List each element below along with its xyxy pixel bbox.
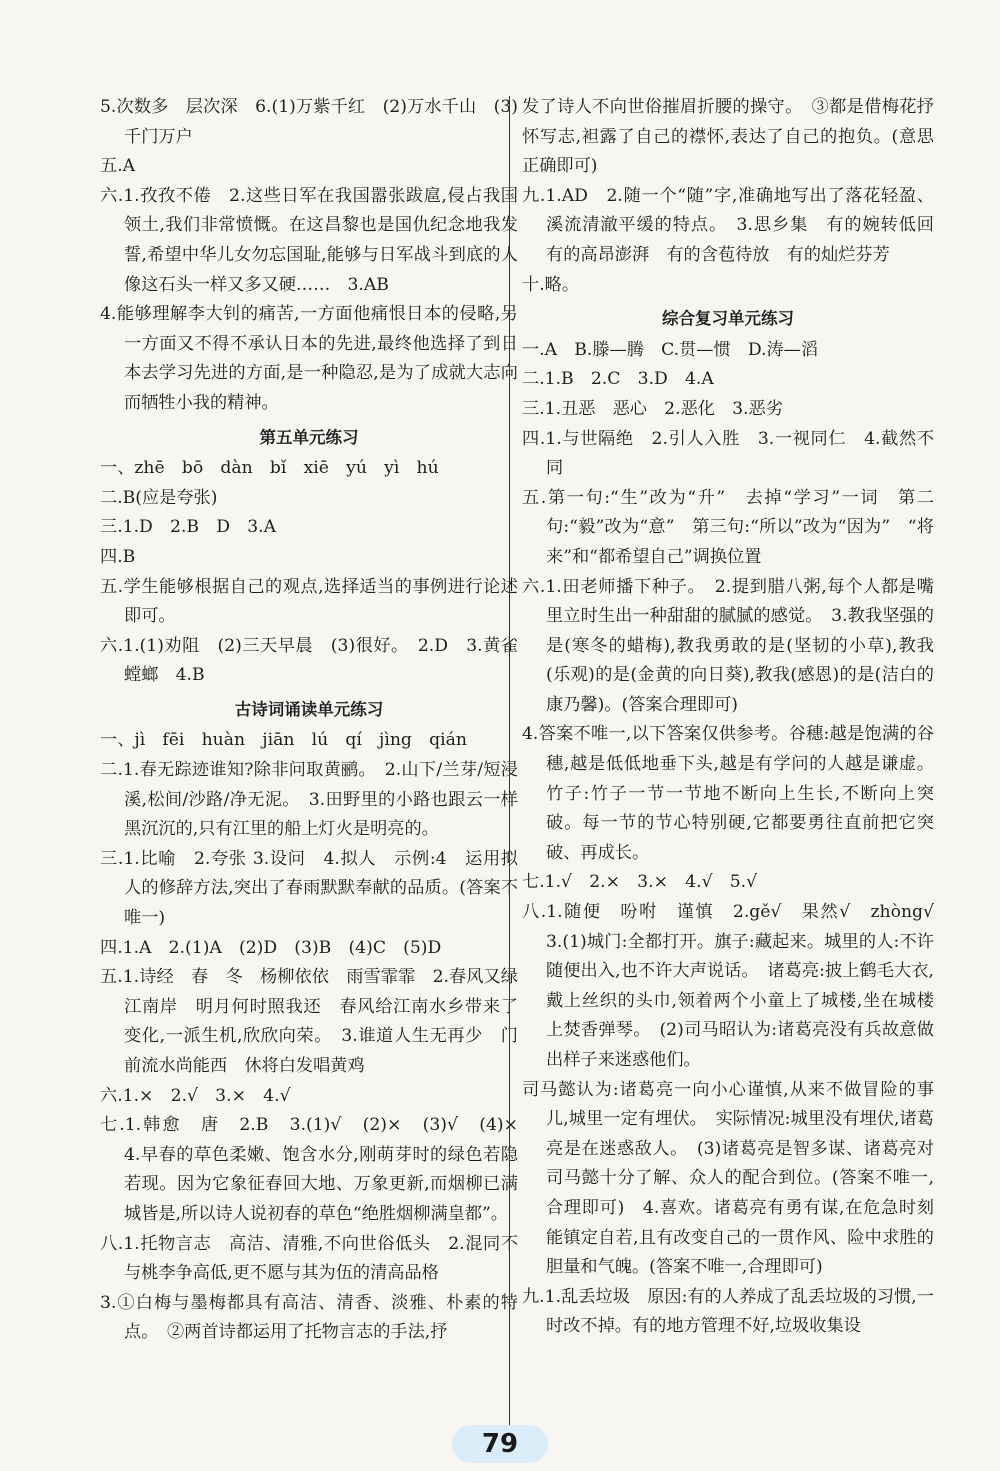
answer-line: 五.学生能够根据自己的观点,选择适当的事例进行论述即可。	[100, 576, 518, 627]
left-column	[100, 93, 536, 1348]
column-divider	[509, 96, 510, 1426]
answer-line: 三.1.D 2.B D 3.A	[100, 517, 277, 538]
page-number-badge: 79	[452, 1425, 548, 1463]
answer-line: 五.1.诗经 春 冬 杨柳依依 雨雪霏霏 2.春风又绿江南岸 明月何时照我还 春风给江南水乡带来了变化,一派生机,欣欣向荣。 3.谁道人生无再少 门前流水尚能西 休将白发唱黄鸡	[100, 967, 518, 1076]
answer-line: 九.1.AD 2.随一个“随”字,准确地写出了落花轻盈、溪流清澈平缓的特点。 3.思乡集 有的婉转低回 有的高昂澎湃 有的含苞待放 有的灿烂芬芳	[522, 185, 952, 265]
answer-line: 五.第一句:“生”改为“升” 去掉“学习”一词 第二句:“毅”改为“意” 第三句:“所以”改为“因为” “将来”和“都希望自己”调换位置	[522, 487, 934, 567]
answer-line: 五.A	[100, 156, 136, 177]
answer-line: 3.①白梅与墨梅都具有高洁、清香、淡雅、朴素的特点。 ②两首诗都运用了托物言志的手法,抒	[100, 1292, 518, 1343]
answer-line: 九.1.乱丢垃圾 原因:有的人养成了乱丢垃圾的习惯,一时改不掉。有的地方管理不好,垃圾收集设	[522, 1286, 934, 1337]
answer-line: 三.1.比喻 2.夸张 3.设问 4.拟人 示例:4 运用拟人的修辞方法,突出了春雨默默奉献的品质。(答案不唯一)	[100, 848, 518, 929]
answer-line: 二.B(应是夸张)	[100, 487, 218, 508]
answer-line: 一、jì fēi huàn jiān lú qí jìng qián	[100, 730, 467, 751]
answer-line: 六.1.(1)劝阻 (2)三天早晨 (3)很好。 2.D 3.黄雀 螳螂 4.B	[100, 635, 536, 686]
answer-line: 发了诗人不向世俗摧眉折腰的操守。 ③都是借梅花抒怀写志,袒露了自己的襟怀,表达了自己的抱负。(意思正确即可)	[522, 97, 934, 177]
answer-line: 二.1.B 2.C 3.D 4.A	[522, 369, 714, 390]
answer-line: 4.答案不唯一,以下答案仅供参考。谷穗:越是饱满的谷穗,越是低低地垂下头,越是有学问的人越是谦虚。竹子:竹子一节一节地不断向上生长,不断向上突破。每一节的节心特别硬,它都要勇往直前把它突破、再成长。	[522, 724, 934, 863]
answer-line: 四.1.与世隔绝 2.引人入胜 3.一视同仁 4.截然不同	[522, 428, 934, 479]
answer-line: 一.A B.滕—腾 C.贯—惯 D.涛—滔	[522, 339, 819, 360]
section-heading-review: 综合复习单元练习	[662, 309, 794, 329]
answer-line: 四.1.A 2.(1)A (2)D (3)B (4)C (5)D	[100, 937, 442, 958]
right-column	[522, 93, 952, 1342]
answer-line: 四.B	[100, 546, 136, 567]
answer-line: 六.1.田老师播下种子。 2.提到腊八粥,每个人都是嘴里立时生出一种甜甜的腻腻的感觉。 3.教我坚强的是(寒冬的蜡梅),教我勇敢的是(坚韧的小草),教我(乐观)的是(金黄的向日葵),教我(感恩)的是(洁白的康乃馨)。(答案合理即可)	[522, 576, 934, 715]
answer-line: 司马懿认为:诸葛亮一向小心谨慎,从来不做冒险的事儿,城里一定有埋伏。 实际情况:城里没有埋伏,诸葛亮是在迷惑敌人。 (3)诸葛亮是智多谋、诸葛亮对司马懿十分了解、众人的配合到位。(答案不唯一,合理即可) 4.喜欢。诸葛亮有勇有谋,在危急时刻能镇定自若,且有改变自己的一贯作风、险中求胜的胆量和气魄。(答案不唯一,合理即可)	[522, 1079, 934, 1278]
section-heading-ancient-poetry: 古诗词诵读单元练习	[234, 699, 384, 719]
answer-line: 六.1.孜孜不倦 2.这些日军在我国嚣张跋扈,侵占我国领土,我们非常愤慨。在这昌黎也是国仇纪念地我发誓,希望中华儿女勿忘国耻,能够与日军战斗到底的人像这石头一样又多又硬…… 3.AB	[100, 185, 518, 295]
answer-line: 七.1.√ 2.× 3.× 4.√ 5.√	[522, 872, 758, 893]
answer-line: 七.1.韩愈 唐 2.B 3.(1)√ (2)× (3)√ (4)× 4.早春的草色柔嫩、饱含水分,刚萌芽时的绿色若隐若现。因为它象征春回大地、万象更新,而烟柳已满城皆是,所以诗人说初春的草色“绝胜烟柳满皇都”。	[100, 1115, 536, 1224]
section-heading-unit5: 第五单元练习	[259, 427, 359, 447]
answer-line: 八.1.托物言志 高洁、清雅,不向世俗低头 2.混同不与桃李争高低,更不愿与其为伍的清高品格	[100, 1233, 518, 1284]
answer-line: 十.略。	[522, 274, 580, 295]
answer-line: 5.次数多 层次深 6.(1)万紫千红 (2)万水千山 (3)千门万户	[100, 97, 518, 147]
answer-line: 八.1.随便 吩咐 谨慎 2.gě√ 果然√ zhòng√ 3.(1)城门:全都打开。旗子:藏起来。城里的人:不许随便出入,也不许大声说话。 诸葛亮:披上鹤毛大衣,戴上丝织的头巾,领着两个小童上了城楼,坐在城楼上焚香弹琴。 (2)司马昭认为:诸葛亮没有兵故意做出样子来迷惑他们。	[522, 902, 952, 1070]
answer-line: 六.1.× 2.√ 3.× 4.√	[100, 1085, 291, 1106]
answer-line: 三.1.丑恶 恶心 2.恶化 3.恶劣	[522, 398, 783, 419]
answer-line: 一、zhē bō dàn bǐ xiē yú yì hú	[100, 458, 439, 479]
answer-line: 二.1.春无踪迹谁知?除非问取黄鹂。 2.山下/兰芽/短浸溪,松间/沙路/净无泥。 3.田野里的小路也跟云一样黑沉沉的,只有江里的船上灯火是明亮的。	[100, 760, 518, 840]
page-footer	[0, 1425, 1000, 1463]
answer-line: 4.能够理解李大钊的痛苦,一方面他痛恨日本的侵略,另一方面又不得不承认日本的先进,最终他选择了到日本去学习先进的方面,是一种隐忍,是为了成就大志向而牺牲小我的精神。	[100, 304, 518, 413]
